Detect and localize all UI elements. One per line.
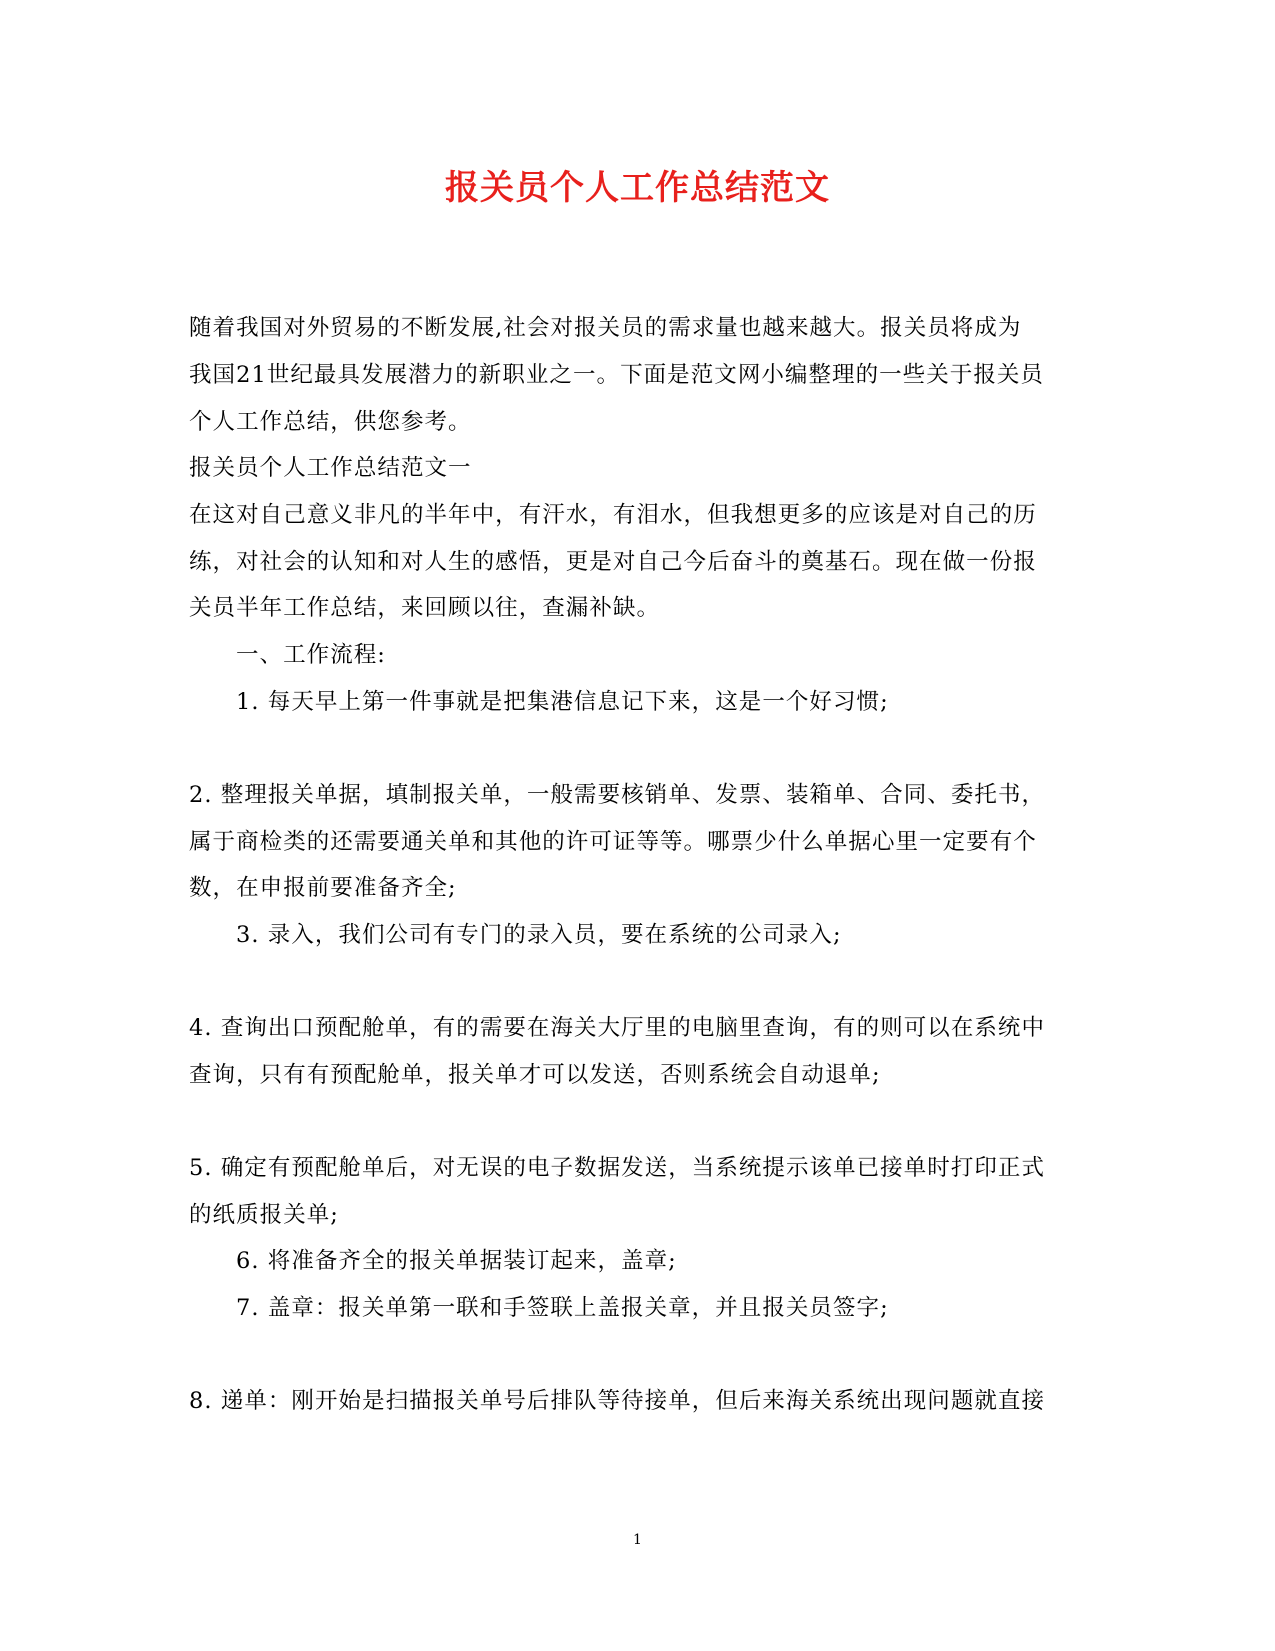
- body-line: 查询，只有有预配舱单，报关单才可以发送，否则系统会自动退单;: [189, 1062, 881, 1088]
- list-item: 4. 查询出口预配舱单，有的需要在海关大厅里的电脑里查询，有的则可以在系统中: [189, 1015, 1046, 1041]
- body-line: 关员半年工作总结，来回顾以往，查漏补缺。: [189, 595, 661, 621]
- page-number: 1: [633, 1532, 642, 1548]
- list-item: 3. 录入，我们公司有专门的录入员，要在系统的公司录入;: [236, 922, 842, 948]
- body-line: 在这对自己意义非凡的半年中，有汗水，有泪水，但我想更多的应该是对自己的历: [189, 502, 1037, 528]
- list-item: 6. 将准备齐全的报关单据装订起来，盖章;: [236, 1248, 677, 1274]
- subsection-heading: 一、工作流程:: [236, 642, 386, 668]
- body-line: 我国21世纪最具发展潜力的新职业之一。下面是范文网小编整理的一些关于报关员: [189, 362, 1044, 388]
- document-title: 报关员个人工作总结范文: [445, 168, 830, 208]
- section-heading: 报关员个人工作总结范文一: [189, 455, 472, 481]
- body-line: 属于商检类的还需要通关单和其他的许可证等等。哪票少什么单据心里一定要有个: [189, 829, 1037, 855]
- list-item: 8. 递单：刚开始是扫描报关单号后排队等待接单，但后来海关系统出现问题就直接: [189, 1388, 1046, 1414]
- body-line: 个人工作总结，供您参考。: [189, 409, 472, 435]
- list-item: 5. 确定有预配舱单后，对无误的电子数据发送，当系统提示该单已接单时打印正式: [189, 1155, 1046, 1181]
- body-line: 练，对社会的认知和对人生的感悟，更是对自己今后奋斗的奠基石。现在做一份报: [189, 549, 1037, 575]
- body-line: 数，在申报前要准备齐全;: [189, 875, 457, 901]
- list-item: 2. 整理报关单据，填制报关单，一般需要核销单、发票、装箱单、合同、委托书，: [189, 782, 1046, 808]
- list-item: 7. 盖章：报关单第一联和手签联上盖报关章，并且报关员签字;: [236, 1295, 889, 1321]
- body-line: 的纸质报关单;: [189, 1202, 339, 1228]
- list-item: 1. 每天早上第一件事就是把集港信息记下来，这是一个好习惯;: [236, 689, 889, 715]
- body-line: 随着我国对外贸易的不断发展,社会对报关员的需求量也越来越大。报关员将成为: [189, 315, 1022, 341]
